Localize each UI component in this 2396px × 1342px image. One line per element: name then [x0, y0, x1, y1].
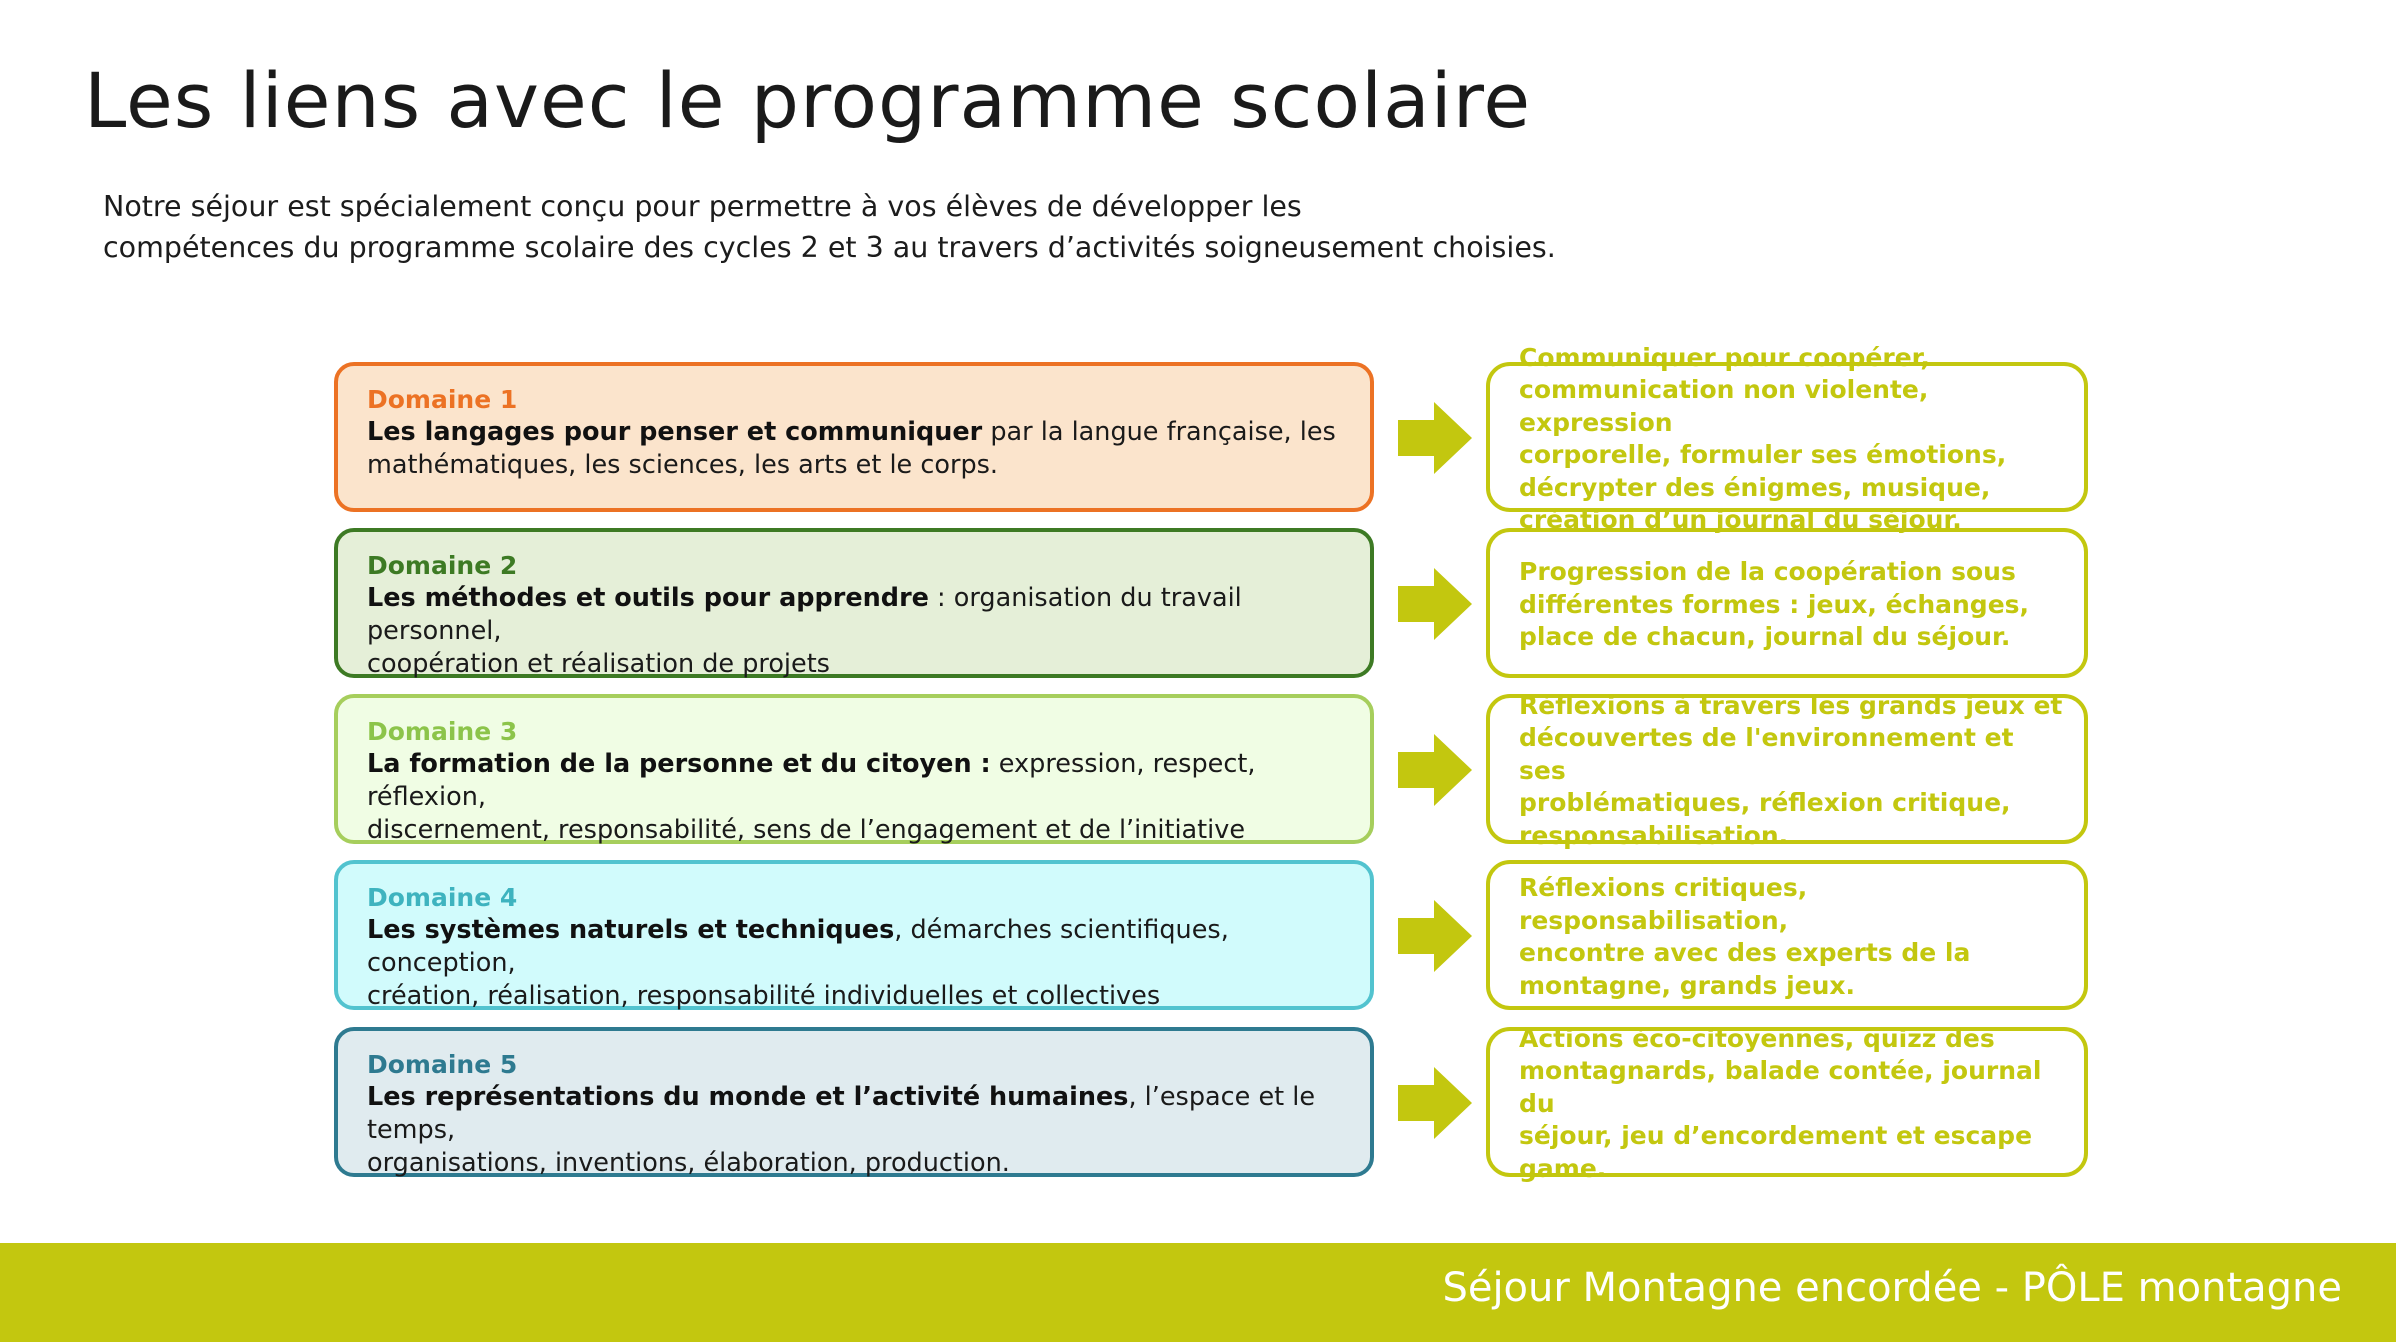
- result-box-5: [1486, 1023, 2088, 1183]
- result-5-line: montagnards, balade contée, journal du: [1519, 1056, 2042, 1118]
- right-arrow-icon: [1398, 900, 1472, 972]
- domain-description-4: [367, 914, 1342, 1013]
- right-arrow-icon: [1398, 1067, 1472, 1139]
- domain-rest-3a: expression, respect, réflexion,: [367, 749, 1256, 812]
- result-2-line: place de chacun, journal du séjour.: [1519, 622, 2011, 652]
- result-5-line: game.: [1519, 1153, 1607, 1183]
- domain-description-1: [367, 416, 1342, 482]
- result-box-3: [1486, 690, 2088, 850]
- domain-row-1: [0, 342, 2396, 534]
- domain-rest-1b: mathématiques, les sciences, les arts et le corps.: [367, 450, 999, 480]
- domain-title-3: Domaine 3: [367, 717, 518, 746]
- result-1-line: communication non violente, expression: [1519, 375, 1929, 437]
- domain-row-2: [0, 528, 2396, 678]
- result-1-line: décrypter des énigmes, musique,: [1519, 472, 1991, 502]
- domain-description-5: [367, 1081, 1342, 1180]
- result-3-line: Réflexions à travers les grands jeux et: [1519, 690, 2063, 720]
- domain-box-2: [334, 528, 1374, 678]
- domain-rest-1a: par la langue française, les: [982, 417, 1336, 447]
- domain-rest-2a: : organisation du travail personnel,: [367, 583, 1242, 646]
- domain-bold-3: La formation de la personne et du citoyen :: [367, 749, 991, 779]
- domain-bold-1: Les langages pour penser et communiquer: [367, 417, 983, 447]
- result-4-line: montagne, grands jeux.: [1519, 970, 1856, 1000]
- result-text-2: [1519, 556, 2029, 654]
- result-2-line: différentes formes : jeux, échanges,: [1519, 589, 2030, 619]
- result-box-2: [1486, 528, 2088, 678]
- domain-rest-3b: discernement, responsabilité, sens de l’engagement et de l’initiative: [367, 815, 1246, 845]
- domain-box-5: [334, 1027, 1374, 1177]
- footer-bar: [0, 1243, 2396, 1342]
- result-3-line: responsabilisation.: [1519, 820, 1789, 850]
- intro-text: [103, 186, 1803, 268]
- right-arrow-icon: [1398, 568, 1472, 640]
- domain-description-2: [367, 582, 1342, 681]
- domain-rest-5a: , l’espace et le temps,: [367, 1082, 1316, 1145]
- domain-title-1: Domaine 1: [367, 385, 518, 414]
- right-arrow-icon: [1398, 402, 1472, 474]
- domain-row-3: [0, 690, 2396, 850]
- result-5-line: Actions éco-citoyennes, quizz des: [1519, 1023, 1995, 1053]
- result-2-line: Progression de la coopération sous: [1519, 557, 2016, 587]
- result-5-line: séjour, jeu d’encordement et escape: [1519, 1121, 2033, 1151]
- result-4-line: encontre avec des experts de la: [1519, 938, 1971, 967]
- result-text-4: [1519, 872, 2066, 1002]
- domain-box-1: [334, 362, 1374, 512]
- right-arrow-icon: [1398, 734, 1472, 806]
- result-1-line: création d’un journal du séjour.: [1519, 505, 1962, 534]
- domain-description-3: [367, 748, 1342, 847]
- footer-text: Séjour Montagne encordée - PÔLE montagne: [1442, 1265, 2342, 1311]
- domain-rest-2b: coopération et réalisation de projets: [367, 649, 830, 679]
- domain-row-5: [0, 1023, 2396, 1183]
- result-3-line: découvertes de l'environnement et ses: [1519, 723, 2014, 785]
- result-1-line: Communiquer pour coopérer,: [1519, 342, 1930, 372]
- domain-bold-2: Les méthodes et outils pour apprendre: [367, 583, 929, 613]
- domain-box-3: [334, 694, 1374, 844]
- result-text-1: [1519, 342, 2066, 537]
- domain-row-4: [0, 860, 2396, 1010]
- result-3-line: problématiques, réflexion critique,: [1519, 788, 2011, 818]
- result-box-4: [1486, 860, 2088, 1010]
- result-box-1: [1486, 342, 2088, 534]
- page-title: Les liens avec le programme scolaire: [84, 56, 1532, 145]
- domain-box-4: [334, 860, 1374, 1010]
- result-4-line: Réflexions critiques, responsabilisation,: [1519, 873, 1808, 935]
- domain-title-4: Domaine 4: [367, 883, 518, 912]
- domain-bold-4: Les systèmes naturels et techniques: [367, 915, 895, 945]
- result-1-line: corporelle, formuler ses émotions,: [1519, 440, 2007, 469]
- intro-line-1: Notre séjour est spécialement conçu pour permettre à vos élèves de développer les: [103, 190, 1302, 223]
- domain-bold-5: Les représentations du monde et l’activité humaines: [367, 1082, 1129, 1112]
- domain-rest-4b: création, réalisation, responsabilité individuelles et collectives: [367, 981, 1161, 1011]
- domain-title-2: Domaine 2: [367, 551, 518, 580]
- intro-line-2: compétences du programme scolaire des cycles 2 et 3 au travers d’activités soigneusement choisies.: [103, 231, 1556, 264]
- domain-title-5: Domaine 5: [367, 1050, 518, 1079]
- domain-rest-4a: , démarches scientifiques, conception,: [367, 915, 1229, 978]
- result-text-3: [1519, 690, 2066, 853]
- domain-rest-5b: organisations, inventions, élaboration, production.: [367, 1148, 1010, 1178]
- result-text-5: [1519, 1023, 2066, 1186]
